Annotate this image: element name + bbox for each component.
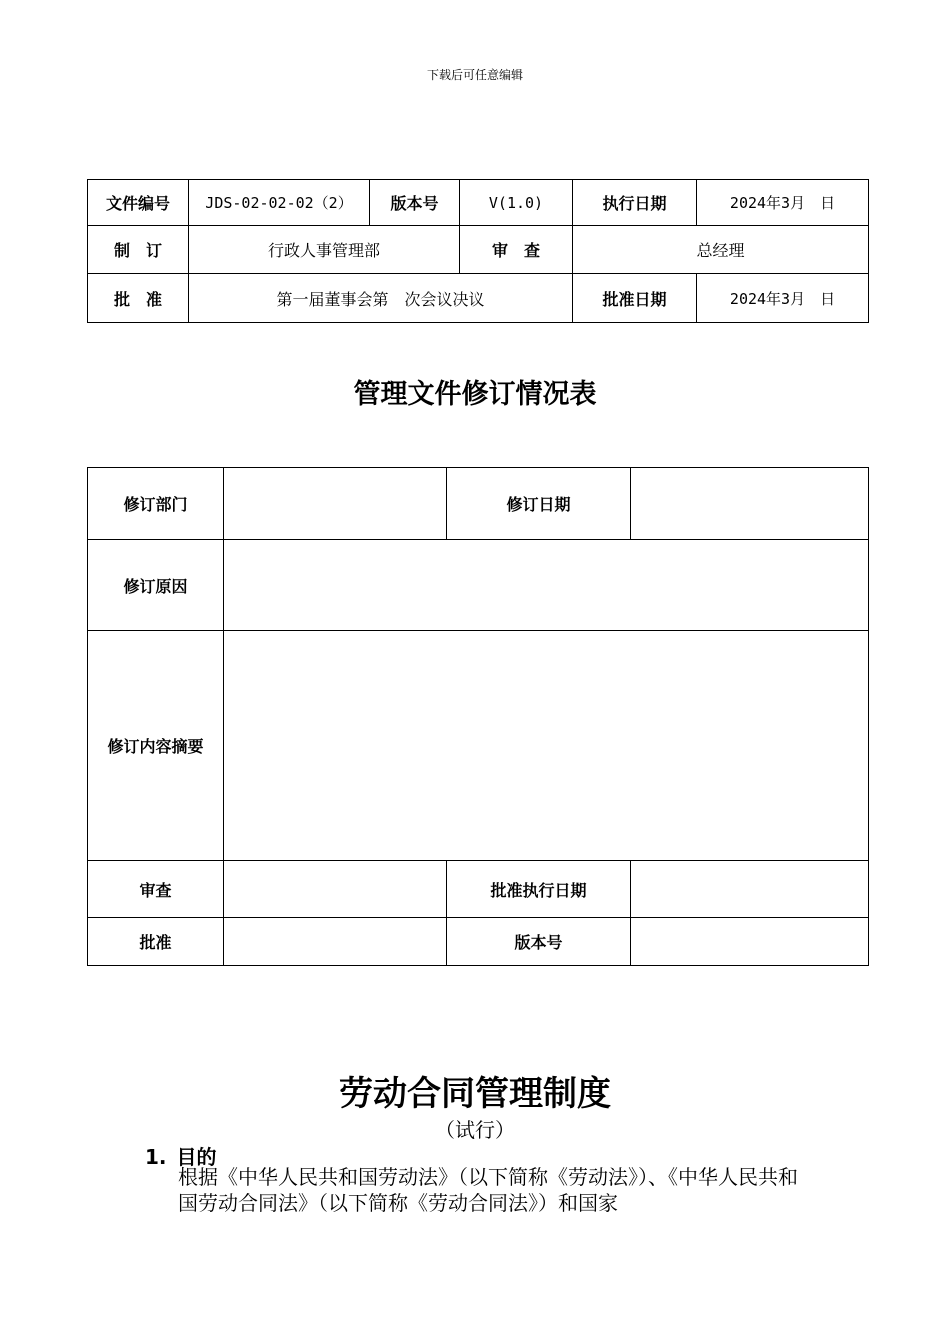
exec-date-value: 2024年3月 日 — [697, 180, 869, 226]
revision-approve-exec-date-field[interactable] — [631, 861, 869, 918]
version-label: 版本号 — [370, 180, 460, 226]
revision-reason-label: 修订原因 — [88, 540, 224, 631]
revision-version-field[interactable] — [631, 918, 869, 966]
revision-date-field[interactable] — [631, 468, 869, 540]
revision-table — [87, 467, 869, 966]
approve-label: 批 准 — [88, 274, 189, 323]
revision-approve-label: 批准 — [88, 918, 224, 966]
approve-date-value: 2024年3月 日 — [697, 274, 869, 323]
revision-date-label: 修订日期 — [447, 468, 631, 540]
document-title: 劳动合同管理制度 — [339, 1074, 611, 1114]
revision-table-title: 管理文件修订情况表 — [353, 379, 597, 410]
approve-date-label: 批准日期 — [573, 274, 697, 323]
revision-summary-label: 修订内容摘要 — [88, 631, 224, 861]
revision-approve-field[interactable] — [224, 918, 447, 966]
revision-summary-field[interactable] — [224, 631, 869, 861]
drafted-value: 行政人事管理部 — [189, 226, 460, 274]
approve-value: 第一届董事会第 次会议决议 — [189, 274, 573, 323]
revision-approve-exec-date-label: 批准执行日期 — [447, 861, 631, 918]
revision-dept-field[interactable] — [224, 468, 447, 540]
revision-review-label: 审查 — [88, 861, 224, 918]
revision-review-field[interactable] — [224, 861, 447, 918]
review-label: 审 查 — [460, 226, 573, 274]
revision-dept-label: 修订部门 — [88, 468, 224, 540]
document-subtitle: （试行） — [435, 1118, 515, 1142]
file-no-label: 文件编号 — [88, 180, 189, 226]
section-title: 目的 — [176, 1145, 217, 1169]
review-value: 总经理 — [573, 226, 869, 274]
exec-date-label: 执行日期 — [573, 180, 697, 226]
revision-reason-field[interactable] — [224, 540, 869, 631]
section-body-text: 根据《中华人民共和国劳动法》（以下简称《劳动法》）、《中华人民共和国劳动合同法》（以下简称《劳动合同法》）和国家 — [178, 1165, 798, 1215]
download-note: 下载后可任意编辑 — [426, 68, 523, 82]
section-number: 1. — [145, 1145, 167, 1169]
drafted-label: 制 订 — [88, 226, 189, 274]
version-value: V(1.0) — [460, 180, 573, 226]
document-meta-table — [87, 179, 869, 323]
revision-version-label: 版本号 — [447, 918, 631, 966]
file-no-value: JDS-02-02-02（2） — [189, 180, 370, 226]
